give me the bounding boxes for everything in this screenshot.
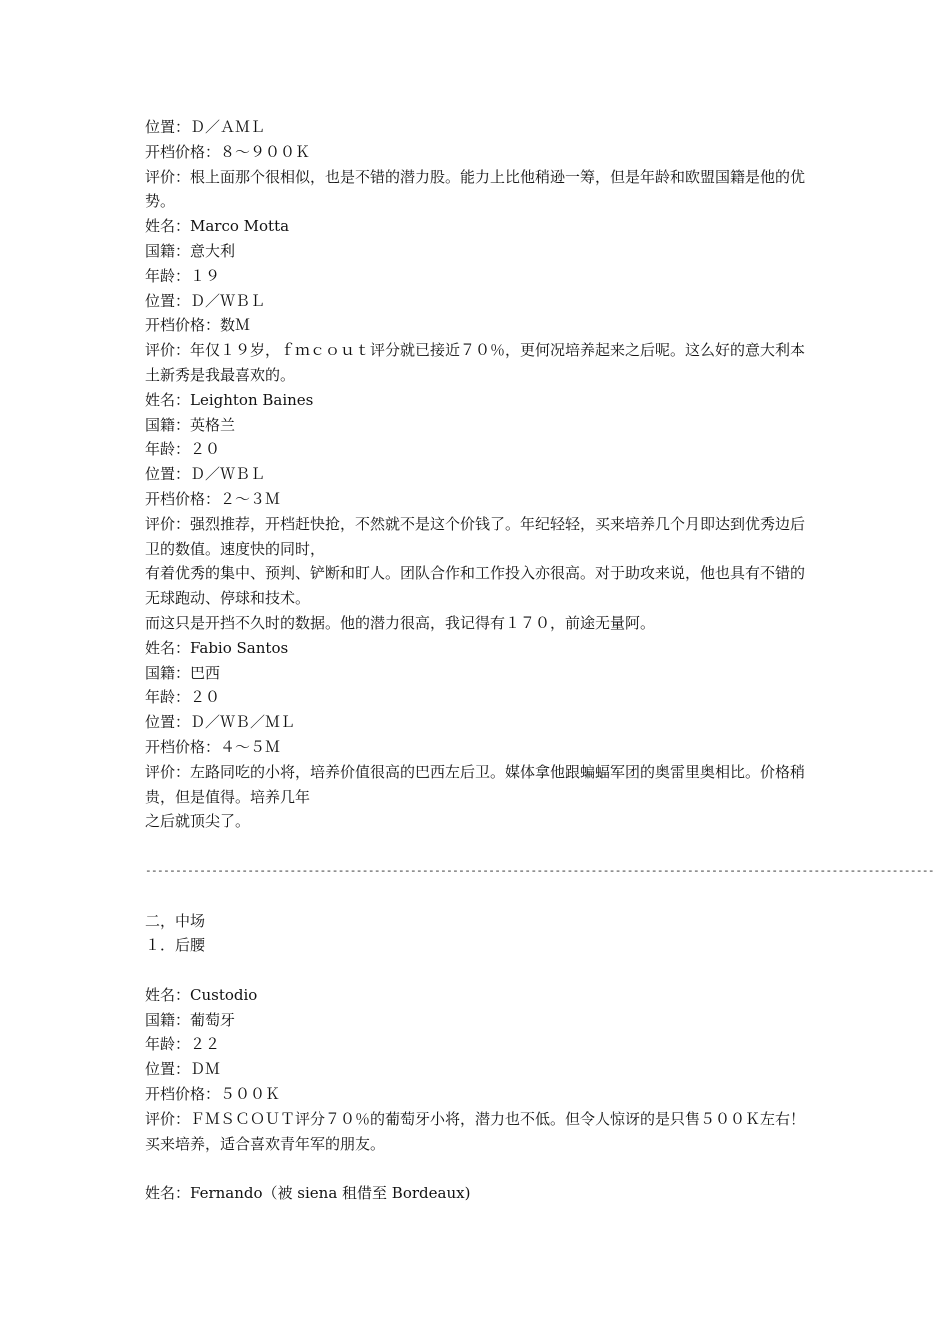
text-line: 开档价格：４～５Ｍ (145, 737, 281, 756)
text-line: 位置：Ｄ／ＡＭＬ (145, 118, 266, 136)
text-line: 国籍：意大利 (145, 241, 236, 260)
text-line: 评价：强烈推荐，开档赶快抢，不然就不是这个价钱了。年纪轻轻，买来培养几个月即达到优秀边后卫的数值。速度快的同时， (145, 514, 806, 558)
text-line: 国籍：英格兰 (145, 415, 236, 434)
player-name-line: 姓名：Leighton Baines (145, 390, 314, 409)
text-line: 年龄：１９ (145, 266, 221, 285)
text-line: 位置：Ｄ／ＷＢＬ (145, 465, 266, 484)
text-line: 年龄：２０ (145, 440, 221, 459)
text-line: 年龄：２２ (145, 1035, 221, 1054)
text-line: 有着优秀的集中、预判、铲断和盯人。团队合作和工作投入亦很高。对于助攻来说，他也具有不错的无球跑动、停球和技术。 (145, 564, 806, 608)
text-line: 位置：Ｄ／ＷＢ／ＭＬ (145, 713, 296, 732)
text-line: 评价：根上面那个很相似，也是不错的潜力股。能力上比他稍逊一筹，但是年龄和欧盟国籍是他的优势。 (145, 167, 806, 211)
section-heading: 二，中场 (145, 911, 206, 930)
text-line: 而这只是开挡不久时的数据。他的潜力很高，我记得有１７０，前途无量阿。 (145, 613, 656, 632)
text-line: 国籍：巴西 (145, 663, 221, 682)
text-line: 之后就顶尖了。 (145, 812, 251, 831)
text-line: 评价：年仅１９岁，ｆｍｃｏｕｔ评分就已接近７０％，更何况培养起来之后呢。这么好的意大利本土新秀是我最喜欢的。 (145, 341, 806, 384)
text-line: 开档价格：数Ｍ (145, 316, 251, 335)
dashed-divider: ----------------------------------------------------------------------------------------------------------------------------------- (145, 863, 934, 877)
text-line: 评价：ＦＭＳＣＯＵＴ评分７０％的葡萄牙小将，潜力也不低。但令人惊讶的是只售５００Ｋ左右！买来培养，适合喜欢青年军的朋友。 (145, 1109, 806, 1153)
player-name-line: 姓名：Fabio Santos (145, 638, 289, 657)
text-line: 国籍：葡萄牙 (145, 1010, 236, 1029)
text-line: 年龄：２０ (145, 688, 221, 707)
text-line: 位置：Ｄ／ＷＢＬ (145, 291, 266, 310)
player-name-line: 姓名：Custodio (145, 985, 258, 1004)
player-name-line: 姓名：Fernando（被 siena 租借至 Bordeaux) (145, 1184, 471, 1203)
blank-line (145, 958, 810, 983)
text-line: 开档价格：８～９００Ｋ (145, 142, 311, 161)
subsection-heading: １．后腰 (145, 936, 206, 955)
player-name-line: 姓名：Marco Motta (145, 217, 290, 236)
text-line: 开档价格：２～３Ｍ (145, 489, 281, 508)
blank-line (145, 1156, 810, 1181)
text-line: 评价：左路同吃的小将，培养价值很高的巴西左后卫。媒体拿他跟蝙蝠军团的奥雷里奥相比。价格稍贵，但是值得。培养几年 (145, 762, 806, 806)
text-line: 位置：ＤＭ (145, 1060, 221, 1079)
document-page (145, 115, 934, 1206)
text-line: 开档价格：５００Ｋ (145, 1085, 281, 1104)
